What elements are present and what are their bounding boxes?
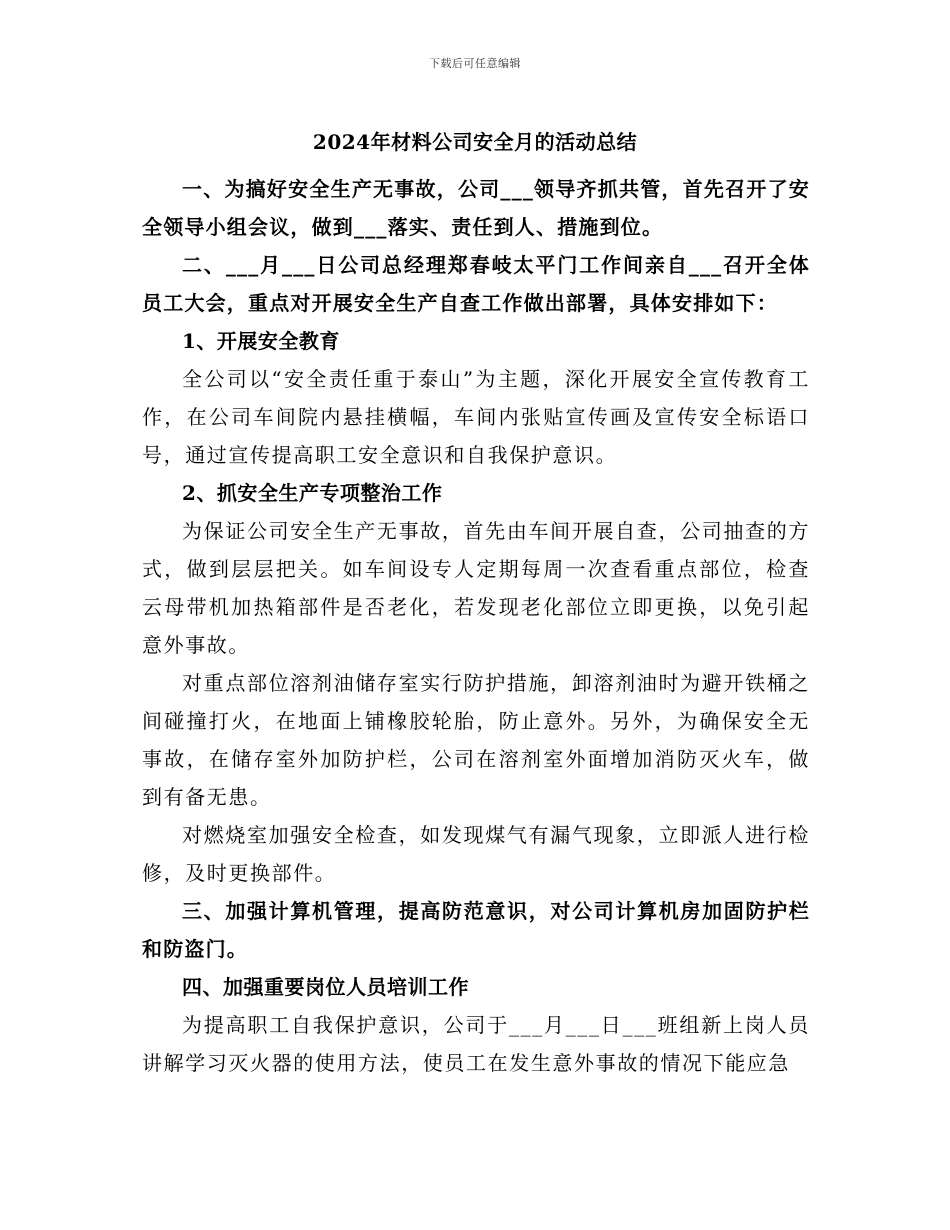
body-paragraph: 为保证公司安全生产无事故，首先由车间开展自查，公司抽查的方式，做到层层把关。如车间设专人定期每周一次查看重点部位，检查云母带机加热箱部件是否老化，若发现老化部位立即更换，以免引起意外事故。: [142, 519, 810, 657]
document-title: 2024年材料公司安全月的活动总结: [312, 130, 638, 154]
body-paragraph: 对燃烧室加强安全检查，如发现煤气有漏气现象，立即派人进行检修，及时更换部件。: [142, 823, 810, 885]
section-four-heading: 四、加强重要岗位人员培训工作: [182, 975, 469, 999]
header-note: 下载后可任意编辑: [429, 57, 521, 70]
body-paragraph: 全公司以“安全责任重于泰山”为主题，深化开展安全宣传教育工作，在公司车间院内悬挂横幅，车间内张贴宣传画及宣传安全标语口号，通过宣传提高职工安全意识和自我保护意识。: [142, 367, 810, 467]
body-paragraph: 对重点部位溶剂油储存室实行防护措施，卸溶剂油时为避开铁桶之间碰撞打火，在地面上铺橡胶轮胎，防止意外。另外，为确保安全无事故，在储存室外加防护栏，公司在溶剂室外面增加消防灭火车，做到有备无患。: [142, 671, 810, 809]
section-two-paragraph: 二、___月___日公司总经理郑春岐太平门工作间亲自___召开全体员工大会，重点对开展安全生产自查工作做出部署，具体安排如下：: [142, 253, 810, 315]
subheading-special-rectification: 2、抓安全生产专项整治工作: [182, 481, 443, 505]
section-one-paragraph: 一、为搞好安全生产无事故，公司___领导齐抓共管，首先召开了安全领导小组会议，做到___落实、责任到人、措施到位。: [142, 177, 810, 239]
document-body: [142, 170, 810, 1082]
subheading-safety-education: 1、开展安全教育: [182, 329, 340, 353]
body-paragraph: 为提高职工自我保护意识，公司于___月___日___班组新上岗人员讲解学习灭火器的使用方法，使员工在发生意外事故的情况下能应急: [142, 1013, 810, 1075]
section-three-paragraph: 三、加强计算机管理，提高防范意识，对公司计算机房加固防护栏和防盗门。: [142, 899, 810, 961]
